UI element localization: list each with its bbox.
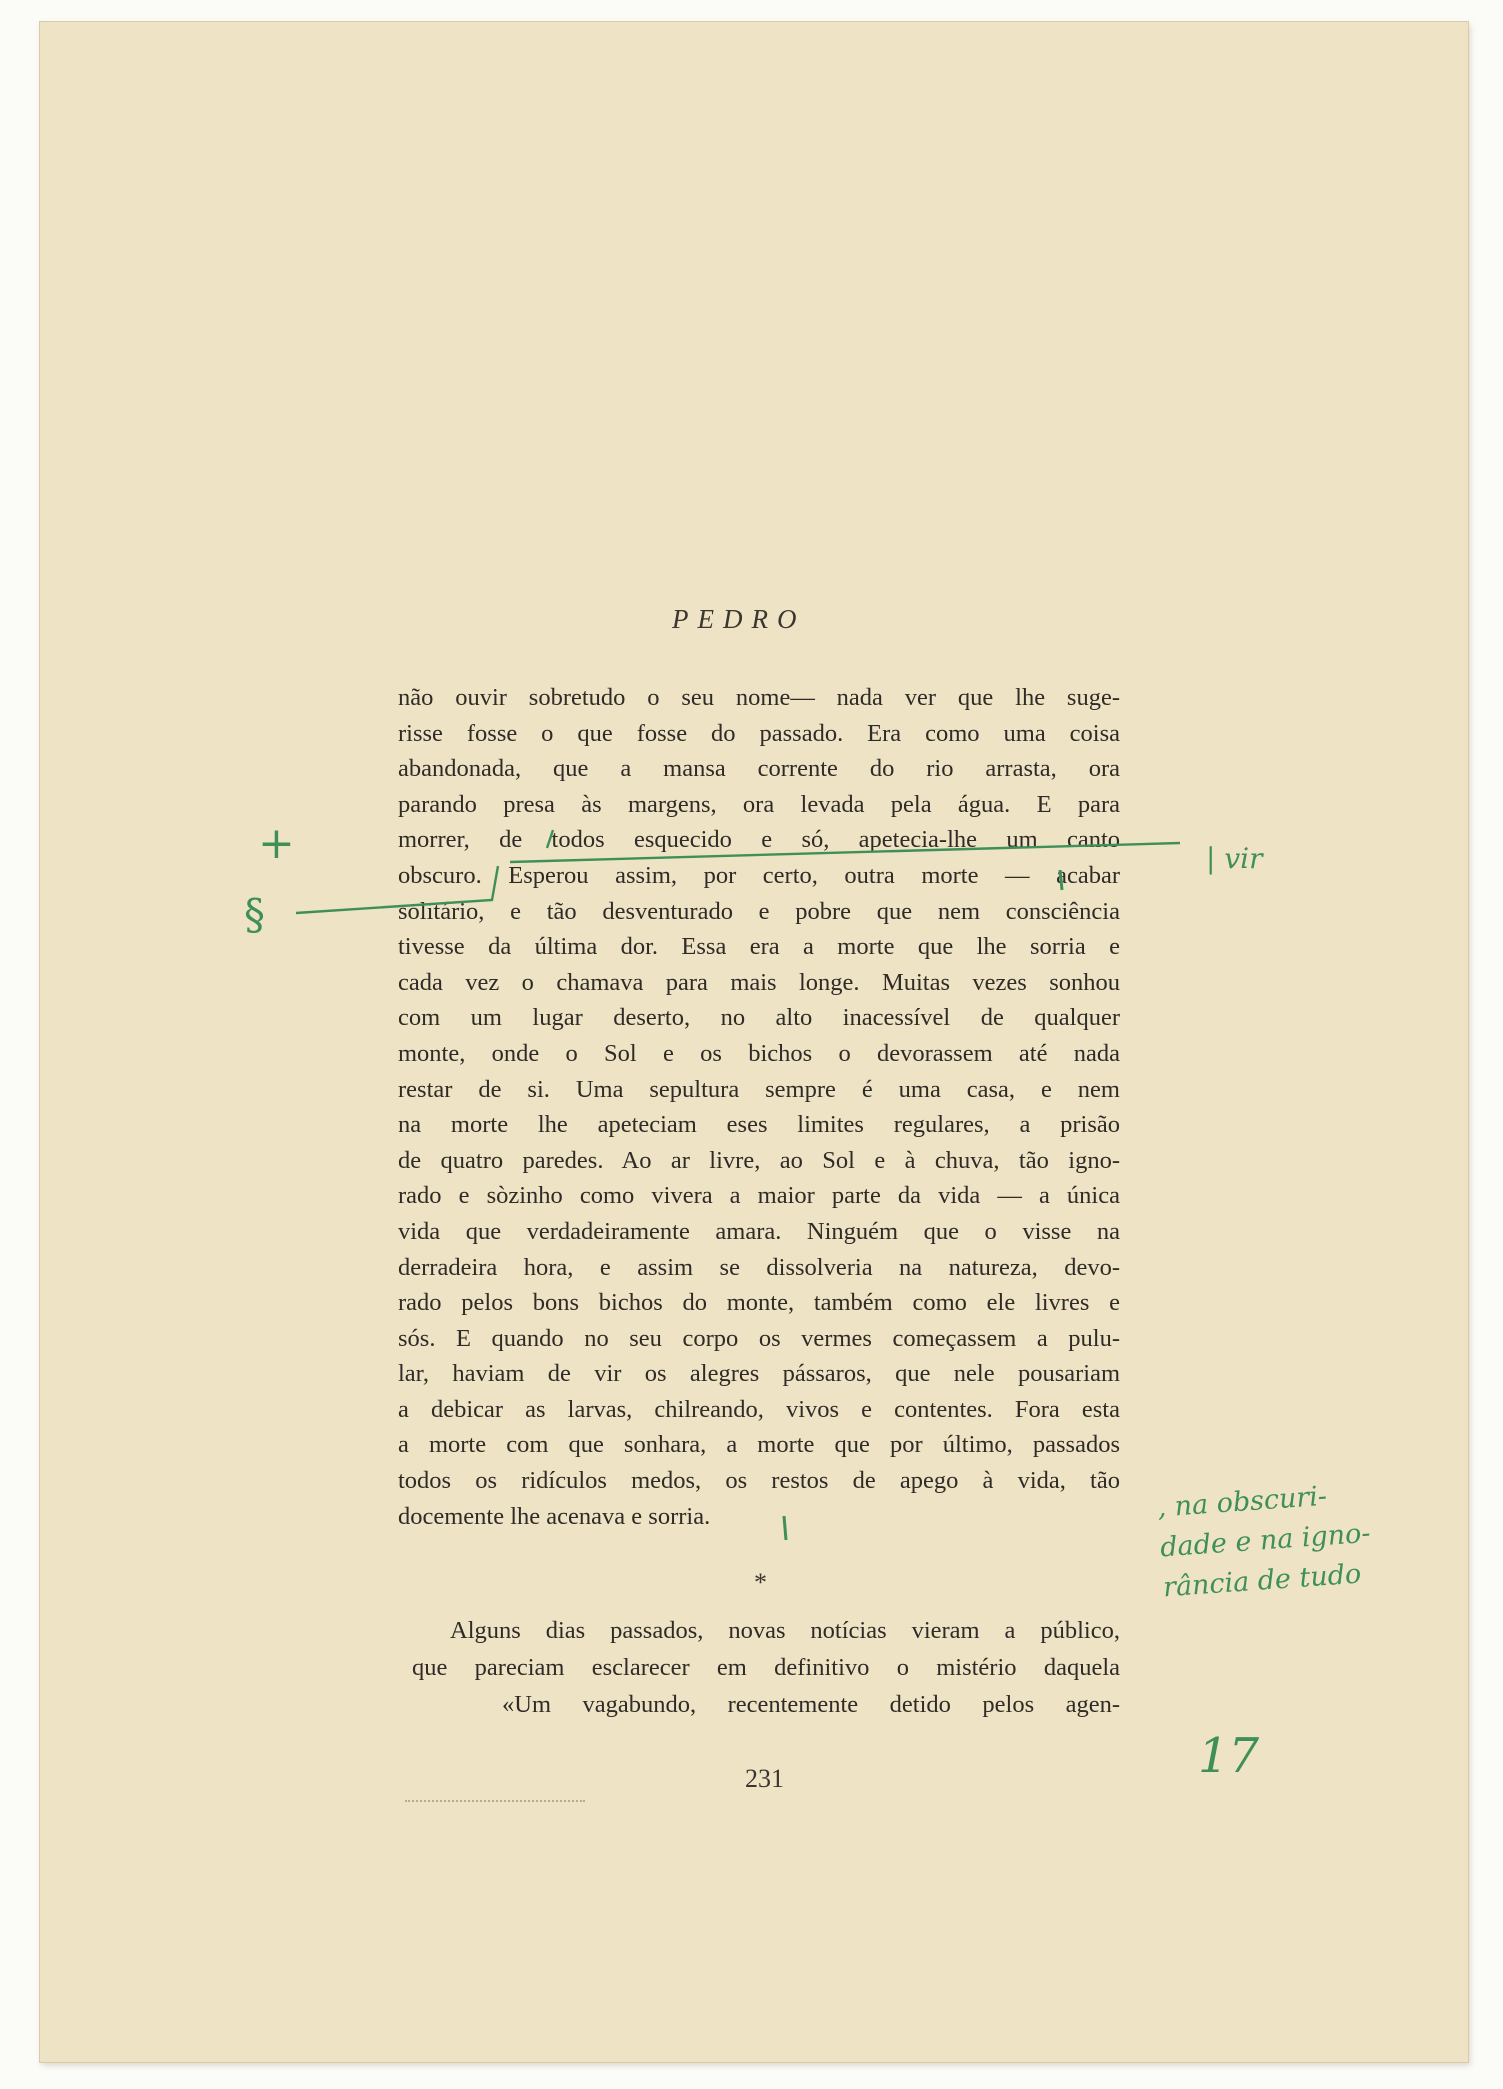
text-line: derradeira hora, e assim se dissolveria na natureza, devo-: [398, 1253, 1120, 1281]
text-line: risse fosse o que fosse do passado. Era como uma coisa: [398, 719, 1120, 747]
text-line: que pareciam esclarecer em definitivo o mistério daquela: [412, 1654, 1120, 1681]
text-line: lar, haviam de vir os alegres pássaros, que nele pousariam: [398, 1360, 1120, 1388]
text-line: todos os ridículos medos, os restos de apego à vida, tão: [398, 1467, 1120, 1495]
section-separator: *: [754, 1568, 767, 1597]
text-line: obscuro. Esperou assim, por certo, outra morte — acabar: [398, 861, 1120, 889]
text-line: não ouvir sobretudo o seu nome— nada ver que lhe suge-: [398, 684, 1120, 711]
text-line: de quatro paredes. Ao ar livre, ao Sol e à chuva, tão igno-: [398, 1146, 1120, 1174]
text-line: vida que verdadeiramente amara. Ninguém que o visse na: [398, 1217, 1120, 1245]
running-head: PEDRO: [672, 604, 806, 634]
text-line: Alguns dias passados, novas notícias vieram a público,: [450, 1617, 1120, 1644]
text-line: solitário, e tão desventurado e pobre que nem consciência: [398, 897, 1120, 925]
text-line: rado pelos bons bichos do monte, também como ele livres e: [398, 1289, 1120, 1317]
margin-plus-mark: +: [258, 818, 295, 869]
text-line: tivesse da última dor. Essa era a morte que lhe sorria e: [398, 933, 1120, 961]
text-line: sós. E quando no seu corpo os vermes começassem a pulu-: [398, 1324, 1120, 1352]
note-line: , na obscuri-: [1156, 1480, 1329, 1524]
caret-stroke: [547, 830, 553, 848]
text-line: restar de si. Uma sepultura sempre é uma casa, e nem: [398, 1075, 1120, 1103]
caret-stroke: [1060, 870, 1062, 890]
text-line: a morte com que sonhara, a morte que por último, passados: [398, 1431, 1120, 1459]
text-line: morrer, de todos esquecido e só, apetecia-lhe um canto: [398, 826, 1120, 854]
margin-vir-note: | vir: [1206, 842, 1263, 875]
handwritten-page-number: 17: [1198, 1728, 1260, 1784]
note-line: rância de tudo: [1162, 1558, 1363, 1604]
text-line: «Um vagabundo, recentemente detido pelos agen-: [502, 1691, 1120, 1718]
underline-stroke: [510, 843, 1180, 862]
text-line: a debicar as larvas, chilreando, vivos e contentes. Fora esta: [398, 1395, 1120, 1423]
text-line: rado e sòzinho como vivera a maior parte da vida — a única: [398, 1182, 1120, 1210]
text-line: docemente lhe acenava e sorria.: [398, 1502, 711, 1530]
text-line: abandonada, que a mansa corrente do rio arrasta, ora: [398, 755, 1120, 783]
bracket-stroke: [296, 866, 498, 913]
note-line: dade e na igno-: [1159, 1517, 1372, 1564]
caret-stroke: [784, 1516, 786, 1540]
margin-section-mark: §: [244, 890, 265, 939]
text-line: cada vez o chamava para mais longe. Muitas vezes sonhou: [398, 968, 1120, 996]
text-line: na morte lhe apeteciam eses limites regulares, a prisão: [398, 1111, 1120, 1139]
text-line: monte, onde o Sol e os bichos o devorassem até nada: [398, 1039, 1120, 1067]
text-line: com um lugar deserto, no alto inacessível de qualquer: [398, 1004, 1120, 1032]
text-line: parando presa às margens, ora levada pela água. E para: [398, 790, 1120, 818]
folio-number: 231: [745, 1764, 784, 1793]
